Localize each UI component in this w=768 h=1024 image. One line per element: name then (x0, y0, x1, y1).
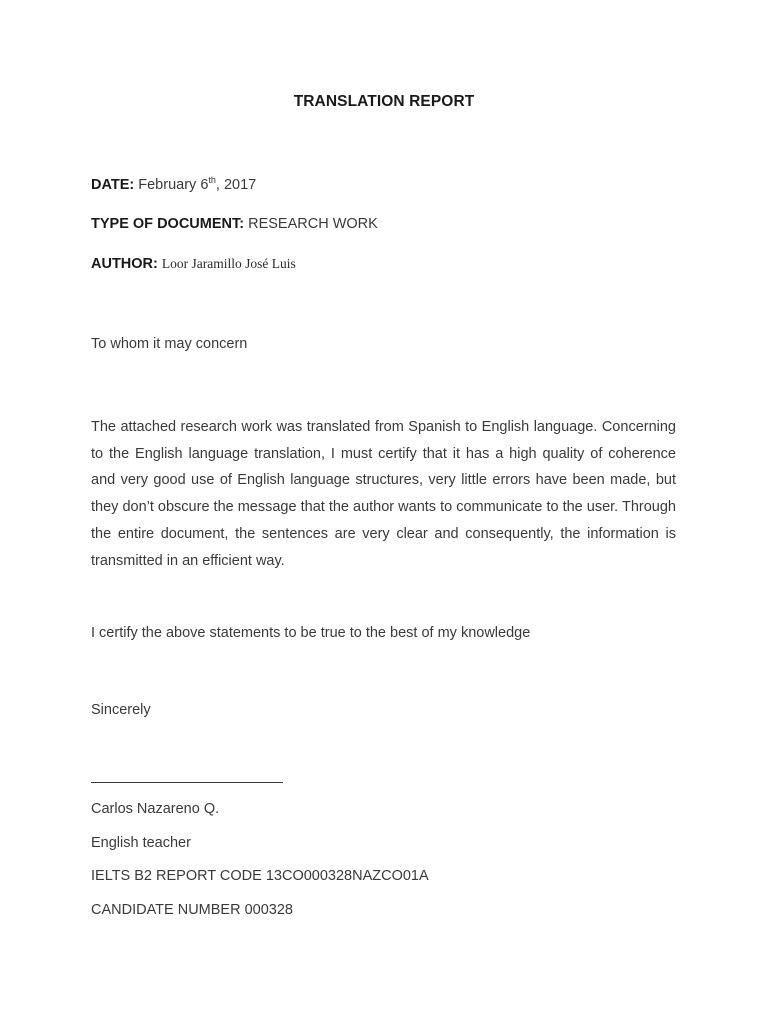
document-type-value: RESEARCH WORK (248, 216, 378, 232)
report-code: IELTS B2 REPORT CODE 13CO000328NAZCO01A (91, 868, 429, 884)
author-label: AUTHOR: (91, 256, 158, 272)
signatory-role: English teacher (91, 835, 191, 851)
closing: Sincerely (91, 702, 151, 718)
signature-line (91, 782, 283, 783)
candidate-number: CANDIDATE NUMBER 000328 (91, 902, 293, 918)
date-field (91, 177, 256, 193)
date-label: DATE: (91, 177, 135, 193)
salutation: To whom it may concern (91, 336, 248, 352)
author-field (91, 256, 296, 272)
author-value: Loor Jaramillo José Luis (161, 256, 296, 271)
certification-statement: I certify the above statements to be true to the best of my knowledge (91, 625, 531, 641)
body-paragraph: The attached research work was translated from Spanish to English language. Concerning to the English language translation, I must certify that it has a high quality of coherence and very good use of English language structures, very little errors have been made, but they don’t obscure the message that the author wants to communicate to the user. Through the entire document, the sentences are very clear and consequently, the information is transmitted in an efficient way. (91, 419, 676, 569)
page-title: TRANSLATION REPORT (293, 93, 475, 110)
document-type-label: TYPE OF DOCUMENT: (91, 216, 245, 232)
document-type-field (91, 216, 378, 232)
date-value: February 6th, 2017 (138, 175, 257, 193)
signatory-name: Carlos Nazareno Q. (91, 801, 220, 817)
